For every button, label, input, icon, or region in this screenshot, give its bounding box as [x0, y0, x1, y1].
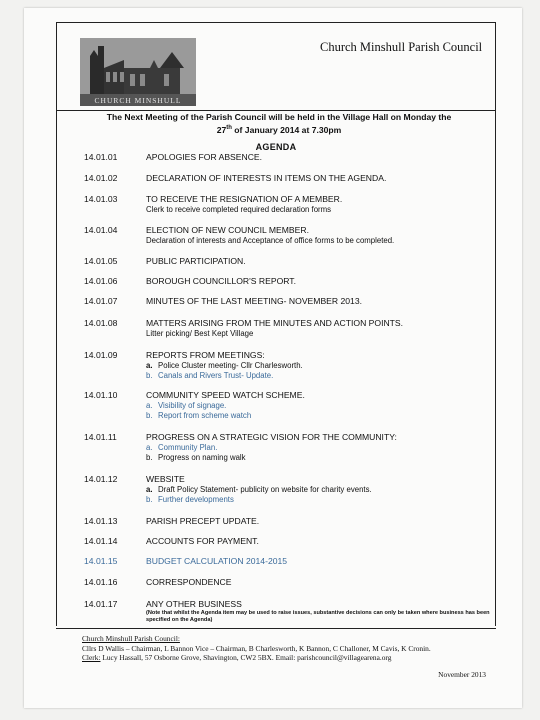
agenda-item-detail: Declaration of interests and Acceptance of office forms to be completed.: [146, 236, 395, 245]
subitem-text: Canals and Rivers Trust- Update.: [158, 371, 274, 380]
agenda-item-number: 14.01.01: [84, 152, 118, 162]
subitem-letter: a.: [146, 443, 153, 452]
agenda-item-title: MINUTES OF THE LAST MEETING- NOVEMBER 2013.: [146, 296, 363, 306]
agenda-item-title: BUDGET CALCULATION 2014-2015: [146, 556, 288, 566]
agenda-subitem: [146, 371, 496, 381]
subitem-text: Draft Policy Statement- publicity on website for charity events.: [158, 485, 372, 494]
agenda-item-content: [146, 516, 496, 527]
subitem-text: Progress on naming walk: [158, 453, 246, 462]
agenda-item-number: 14.01.03: [84, 194, 118, 204]
agenda-item-content: [146, 152, 496, 163]
agenda-item-number: 14.01.13: [84, 516, 118, 526]
agenda-item-number: 14.01.06: [84, 276, 118, 286]
agenda-subitem: [146, 443, 496, 453]
agenda-item-content: [146, 225, 496, 246]
footer: [82, 634, 494, 663]
agenda-item-number: 14.01.12: [84, 474, 118, 484]
agenda-item-title: ELECTION OF NEW COUNCIL MEMBER.: [146, 225, 309, 235]
subitem-text: Further developments: [158, 495, 234, 504]
agenda-item-content: [146, 256, 496, 267]
agenda-item-title: BOROUGH COUNCILLOR'S REPORT.: [146, 276, 296, 286]
agenda-item-content: [146, 474, 496, 505]
notice-line-2: 27th of January 2014 at 7.30pm: [216, 124, 342, 135]
agenda-item-detail: Clerk to receive completed required declaration forms: [146, 205, 332, 214]
subitem-letter: a.: [146, 401, 153, 410]
document-date: November 2013: [438, 670, 486, 679]
meeting-notice: [70, 112, 488, 136]
agenda-item-content: [146, 390, 496, 421]
agenda-item-number: 14.01.09: [84, 350, 118, 360]
agenda-item-title: MATTERS ARISING FROM THE MINUTES AND ACTION POINTS.: [146, 318, 404, 328]
subitem-letter: b.: [146, 495, 153, 504]
agenda-item-note: (Note that whilst the Agenda item may be used to raise issues, substantive decisions can only be taken where business has been specified on the Agenda): [146, 610, 490, 623]
agenda-heading: AGENDA: [255, 142, 297, 152]
agenda-item-title: PROGRESS ON A STRATEGIC VISION FOR THE COMMUNITY:: [146, 432, 397, 442]
agenda-item-content: [146, 276, 496, 287]
agenda-item-title: PARISH PRECEPT UPDATE.: [146, 516, 260, 526]
subitem-text: Community Plan.: [158, 443, 218, 452]
agenda-item-number: 14.01.15: [84, 556, 118, 566]
agenda-item-number: 14.01.14: [84, 536, 118, 546]
council-name: Church Minshull Parish Council: [320, 40, 483, 54]
agenda-item-content: [146, 556, 496, 567]
agenda-item-title: PUBLIC PARTICIPATION.: [146, 256, 246, 266]
agenda-item-title: COMMUNITY SPEED WATCH SCHEME.: [146, 390, 305, 400]
agenda-item-number: 14.01.16: [84, 577, 118, 587]
agenda-item-number: 14.01.08: [84, 318, 118, 328]
agenda-item-content: [146, 577, 496, 588]
subitem-letter: b.: [146, 371, 153, 380]
agenda-item-content: [146, 536, 496, 547]
agenda-item-content: [146, 350, 496, 381]
agenda-item-content: [146, 296, 496, 307]
agenda-item-content: [146, 599, 496, 624]
agenda-subitem: [146, 361, 496, 371]
logo-caption: CHURCH MINSHULL: [94, 96, 182, 105]
agenda-subitem: [146, 401, 496, 411]
agenda-subitem: [146, 411, 496, 421]
agenda-item-title: APOLOGIES FOR ABSENCE.: [146, 152, 263, 162]
agenda-item-content: [146, 318, 496, 339]
agenda-item-title: REPORTS FROM MEETINGS:: [146, 350, 265, 360]
subitem-letter: a.: [146, 361, 153, 370]
agenda-item-content: [146, 432, 496, 463]
agenda-item-number: 14.01.07: [84, 296, 118, 306]
subitem-text: Visibility of signage.: [158, 401, 227, 410]
footer-members: Cllrs D Wallis – Chairman, L Bannon Vice – Chairman, B Charlesworth, K Bannon, C Challoner, M Cavis, K Cronin.: [82, 643, 431, 653]
header-rule: [56, 110, 496, 111]
agenda-item-number: 14.01.04: [84, 225, 118, 235]
agenda-item-title: ACCOUNTS FOR PAYMENT.: [146, 536, 259, 546]
agenda-item-number: 14.01.05: [84, 256, 118, 266]
subitem-letter: b.: [146, 453, 153, 462]
agenda-item-title: ANY OTHER BUSINESS: [146, 599, 242, 609]
agenda-item-title: TO RECEIVE THE RESIGNATION OF A MEMBER.: [146, 194, 343, 204]
agenda-item-number: 14.01.10: [84, 390, 118, 400]
notice-line-1: The Next Meeting of the Parish Council will be held in the Village Hall on Monday the: [106, 112, 452, 122]
subitem-text: Police Cluster meeting- Cllr Charlesworth.: [158, 361, 303, 370]
subitem-letter: b.: [146, 411, 153, 420]
agenda-item-title: DECLARATION OF INTERESTS IN ITEMS ON THE AGENDA.: [146, 173, 387, 183]
agenda-item-number: 14.01.02: [84, 173, 118, 183]
agenda-subitem: [146, 453, 496, 463]
agenda-subitem: [146, 495, 496, 505]
agenda-item-detail: Litter picking/ Best Kept Village: [146, 329, 254, 338]
subitem-letter: a.: [146, 485, 153, 494]
agenda-item-title: WEBSITE: [146, 474, 185, 484]
agenda-item-title: CORRESPONDENCE: [146, 577, 232, 587]
agenda-item-number: 14.01.11: [84, 432, 117, 442]
footer-clerk: Clerk: Lucy Hassall, 57 Osborne Grove, Shavington, CW2 5BX. Email: parishcouncil@villagearena.org: [82, 653, 392, 662]
agenda-subitem: [146, 485, 496, 495]
agenda-item-number: 14.01.17: [84, 599, 118, 609]
agenda-item-content: [146, 173, 496, 184]
footer-rule: [56, 628, 496, 629]
subitem-text: Report from scheme watch: [158, 411, 252, 420]
agenda-item-content: [146, 194, 496, 215]
footer-heading: Church Minshull Parish Council:: [82, 634, 180, 643]
